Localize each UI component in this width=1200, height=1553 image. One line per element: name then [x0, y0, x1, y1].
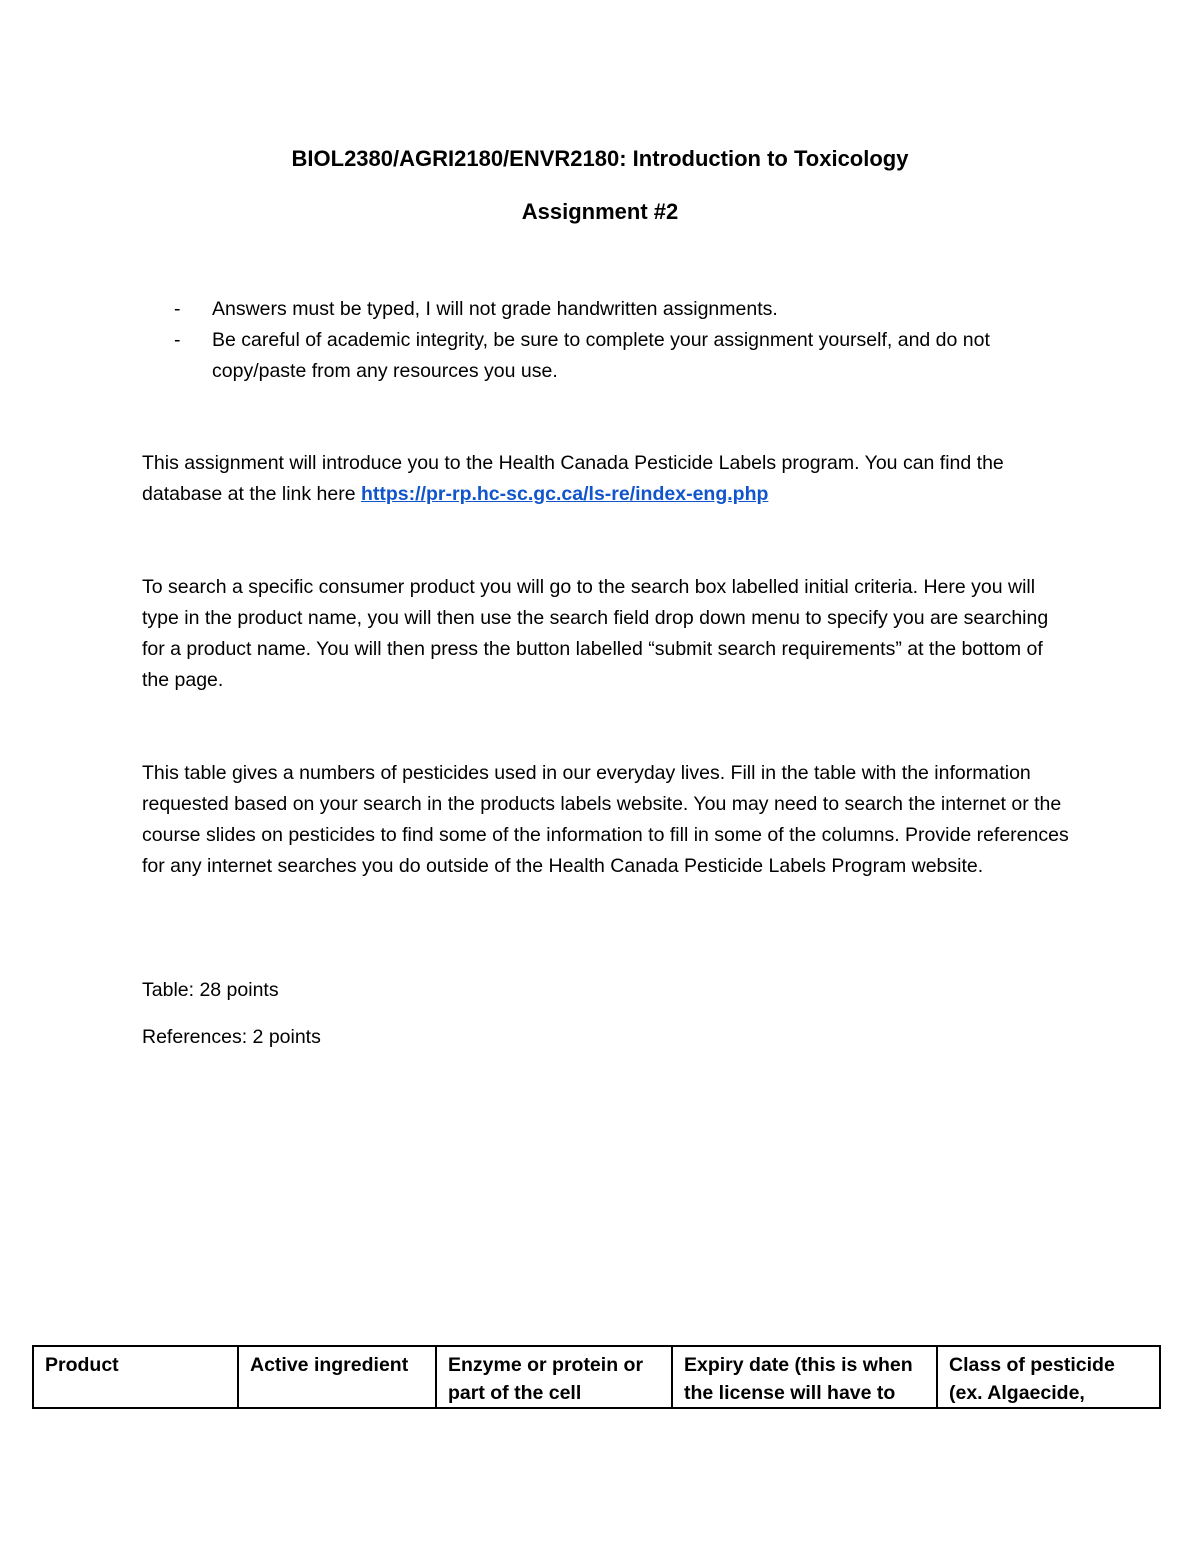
references-points: References: 2 points [142, 1026, 321, 1048]
header-pesticide-class: Class of pesticide (ex. Algaecide, [937, 1346, 1160, 1408]
intro-text: This assignment will introduce you to the Health Canada Pesticide Labels program. You can find the database at the link here [142, 452, 1004, 505]
bullet-dash: - [174, 298, 181, 320]
pesticide-table [32, 1345, 1161, 1409]
instruction-list [142, 294, 1062, 387]
instruction-text: Answers must be typed, I will not grade handwritten assignments. [212, 298, 778, 320]
database-link[interactable]: https://pr-rp.hc-sc.gc.ca/ls-re/index-eng.php [361, 483, 769, 505]
header-product: Product [33, 1346, 238, 1408]
table-instructions-paragraph: This table gives a numbers of pesticides used in our everyday lives. Fill in the table with the information requested based on your search in the products labels website. You may need to search the internet or the course slides on pesticides to find some of the information to fill in some of the columns. Provide references for any internet searches you do outside of the Health Canada Pesticide Labels Program website. [142, 762, 1069, 877]
table-points: Table: 28 points [142, 979, 279, 1001]
header-active-ingredient: Active ingredient [238, 1346, 436, 1408]
document-title: BIOL2380/AGRI2180/ENVR2180: Introduction to Toxicology [291, 146, 909, 171]
instruction-text: Be careful of academic integrity, be sure to complete your assignment yourself, and do not copy/paste from any resources you use. [212, 329, 990, 382]
intro-paragraph [142, 448, 1072, 510]
header-enzyme-target: Enzyme or protein or part of the cell [436, 1346, 672, 1408]
table-header-row [33, 1346, 1160, 1408]
assignment-heading: Assignment #2 [521, 199, 679, 224]
search-instructions-paragraph: To search a specific consumer product you will go to the search box labelled initial criteria. Here you will type in the product name, you will then use the search field drop down menu to specify you are searching for a product name. You will then press the button labelled “submit search requirements” at the bottom of the page. [142, 576, 1049, 691]
bullet-dash: - [174, 329, 181, 351]
instruction-item [142, 325, 1062, 387]
instruction-item [142, 294, 1062, 325]
header-expiry-date: Expiry date (this is when the license will have to [672, 1346, 937, 1408]
